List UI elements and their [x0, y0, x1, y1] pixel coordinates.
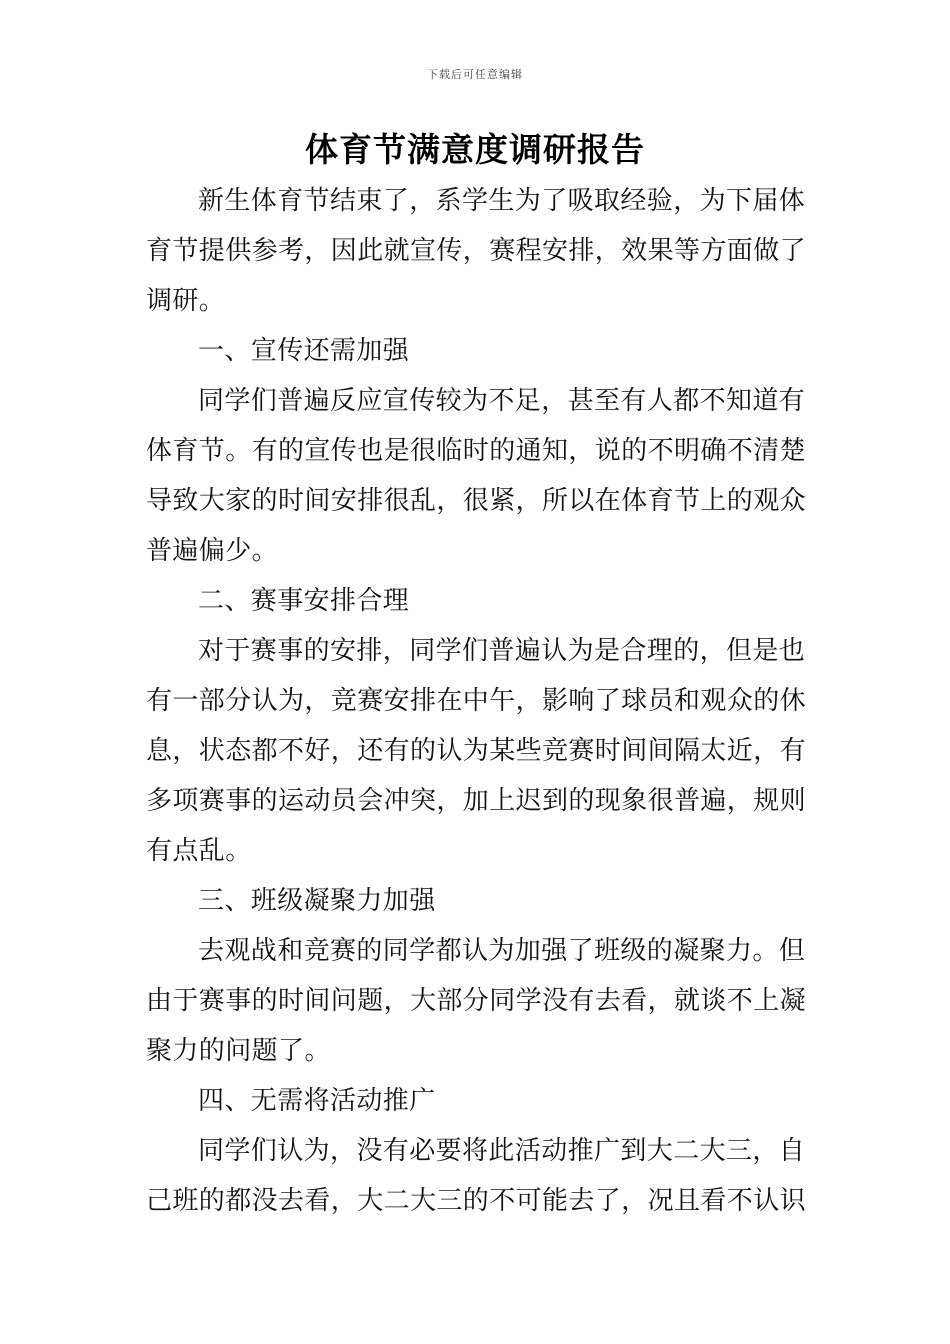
paragraph-section-2: 对于赛事的安排，同学们普遍认为是合理的，但是也有一部分认为，竞赛安排在中午，影响了球员和观众的休息，状态都不好，还有的认为某些竞赛时间间隔太近，有多项赛事的运动员会冲突，加上迟到的现象很普遍，规则有点乱。 — [146, 636, 807, 866]
section-heading-3: 三、班级凝聚力加强 — [198, 886, 436, 916]
header-note: 下载后可任意编辑 — [427, 68, 523, 81]
paragraph-intro: 新生体育节结束了，系学生为了吸取经验，为下届体育节提供参考，因此就宣传，赛程安排，效果等方面做了调研。 — [146, 186, 807, 316]
section-heading-4: 四、无需将活动推广 — [198, 1086, 436, 1116]
document-title: 体育节满意度调研报告 — [305, 130, 645, 169]
paragraph-section-3: 去观战和竞赛的同学都认为加强了班级的凝聚力。但由于赛事的时间问题，大部分同学没有去看，就谈不上凝聚力的问题了。 — [146, 936, 807, 1066]
section-heading-1: 一、宣传还需加强 — [198, 336, 410, 366]
section-heading-2: 二、赛事安排合理 — [198, 586, 410, 616]
paragraph-section-4: 同学们认为，没有必要将此活动推广到大二大三，自己班的都没去看，大二大三的不可能去了，况且看不认识 — [146, 1136, 807, 1216]
document-body — [146, 176, 806, 1226]
paragraph-section-1: 同学们普遍反应宣传较为不足，甚至有人都不知道有体育节。有的宣传也是很临时的通知，说的不明确不清楚导致大家的时间安排很乱，很紧，所以在体育节上的观众普遍偏少。 — [146, 386, 807, 566]
